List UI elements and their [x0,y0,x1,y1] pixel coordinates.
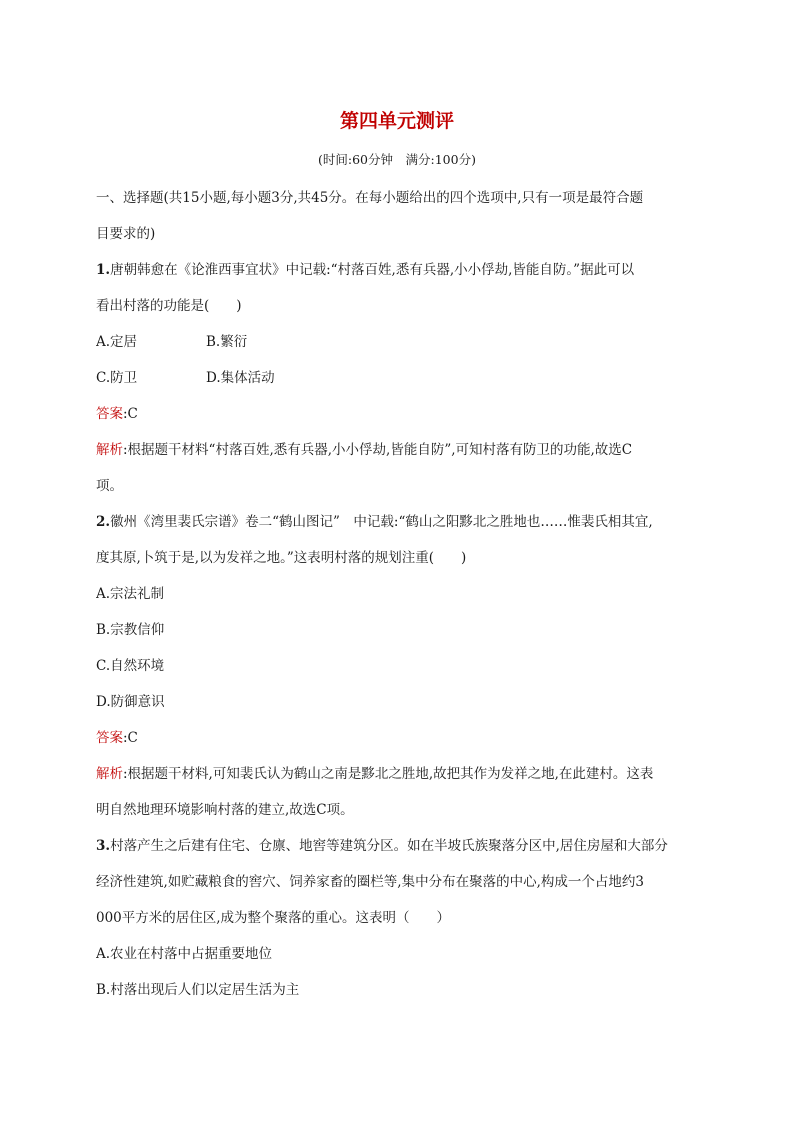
question-1-stem-cont: 看出村落的功能是( ) [96,298,242,314]
option-a: A.定居 [96,334,138,350]
question-number: 2. [96,514,111,530]
question-3-stem-cont: 000平方米的居住区,成为整个聚落的重心。这表明（ ） [96,910,451,926]
question-2-stem-cont: 度其原,卜筑于是,以为发祥之地。”这表明村落的规划注重( ) [96,550,467,566]
answer-value: :C [123,730,138,746]
option-c: C.自然环境 [96,658,165,674]
option-b: B.宗教信仰 [96,622,165,638]
option-c: C.防卫 [96,370,138,386]
question-1-options-row [96,366,696,402]
exam-info: (时间:60分钟 满分:100分) [318,152,476,167]
option-a: A.农业在村落中占据重要地位 [96,946,273,962]
question-2-stem: 2.徽州《湾里裴氏宗谱》卷二“鹤山图记” 中记载:“鹤山之阳黟北之胜地也……惟裴氏相其宜, [96,514,653,530]
section-header-line: 目要求的) [96,226,156,242]
question-3-stem: 3.村落产生之后建有住宅、仓廪、地窖等建筑分区。如在半坡氏族聚落分区中,居住房屋和大部分 [96,838,668,854]
option-d: D.防御意识 [96,694,165,710]
question-number: 1. [96,262,111,278]
option-b: B.村落出现后人们以定居生活为主 [96,982,300,998]
question-2-analysis: 解析:根据题干材料,可知裴氏认为鹤山之南是黟北之胜地,故把其作为发祥之地,在此建村。这表 [96,766,654,782]
page-title: 第四单元测评 [339,110,454,132]
question-2-analysis-cont: 明自然地理环境影响村落的建立,故选C项。 [96,802,354,818]
answer-value: :C [123,406,138,422]
question-1-answer [96,402,696,438]
question-1-stem: 1.唐朝韩愈在《论淮西事宜状》中记载:“村落百姓,悉有兵器,小小俘劫,皆能自防。”据此可以 [96,262,635,278]
section-header-line: 一、选择题(共15小题,每小题3分,共45分。在每小题给出的四个选项中,只有一项是最符合题 [96,190,644,206]
question-2-answer [96,726,696,762]
analysis-label: 解析 [96,766,123,782]
question-1-analysis: 解析:根据题干材料“村落百姓,悉有兵器,小小俘劫,皆能自防”,可知村落有防卫的功能,故选C [96,442,633,458]
option-a: A.宗法礼制 [96,586,165,602]
question-number: 3. [96,838,111,854]
question-1-options-row [96,330,696,366]
question-1-analysis-cont: 项。 [96,478,123,494]
question-3-stem-cont: 经济性建筑,如贮藏粮食的窖穴、饲养家畜的圈栏等,集中分布在聚落的中心,构成一个占地约3 [96,874,644,890]
answer-label: 答案 [96,406,123,422]
option-b: B.繁衍 [206,334,248,350]
answer-label: 答案 [96,730,123,746]
content [96,186,696,1014]
analysis-label: 解析 [96,442,123,458]
option-d: D.集体活动 [206,370,275,386]
